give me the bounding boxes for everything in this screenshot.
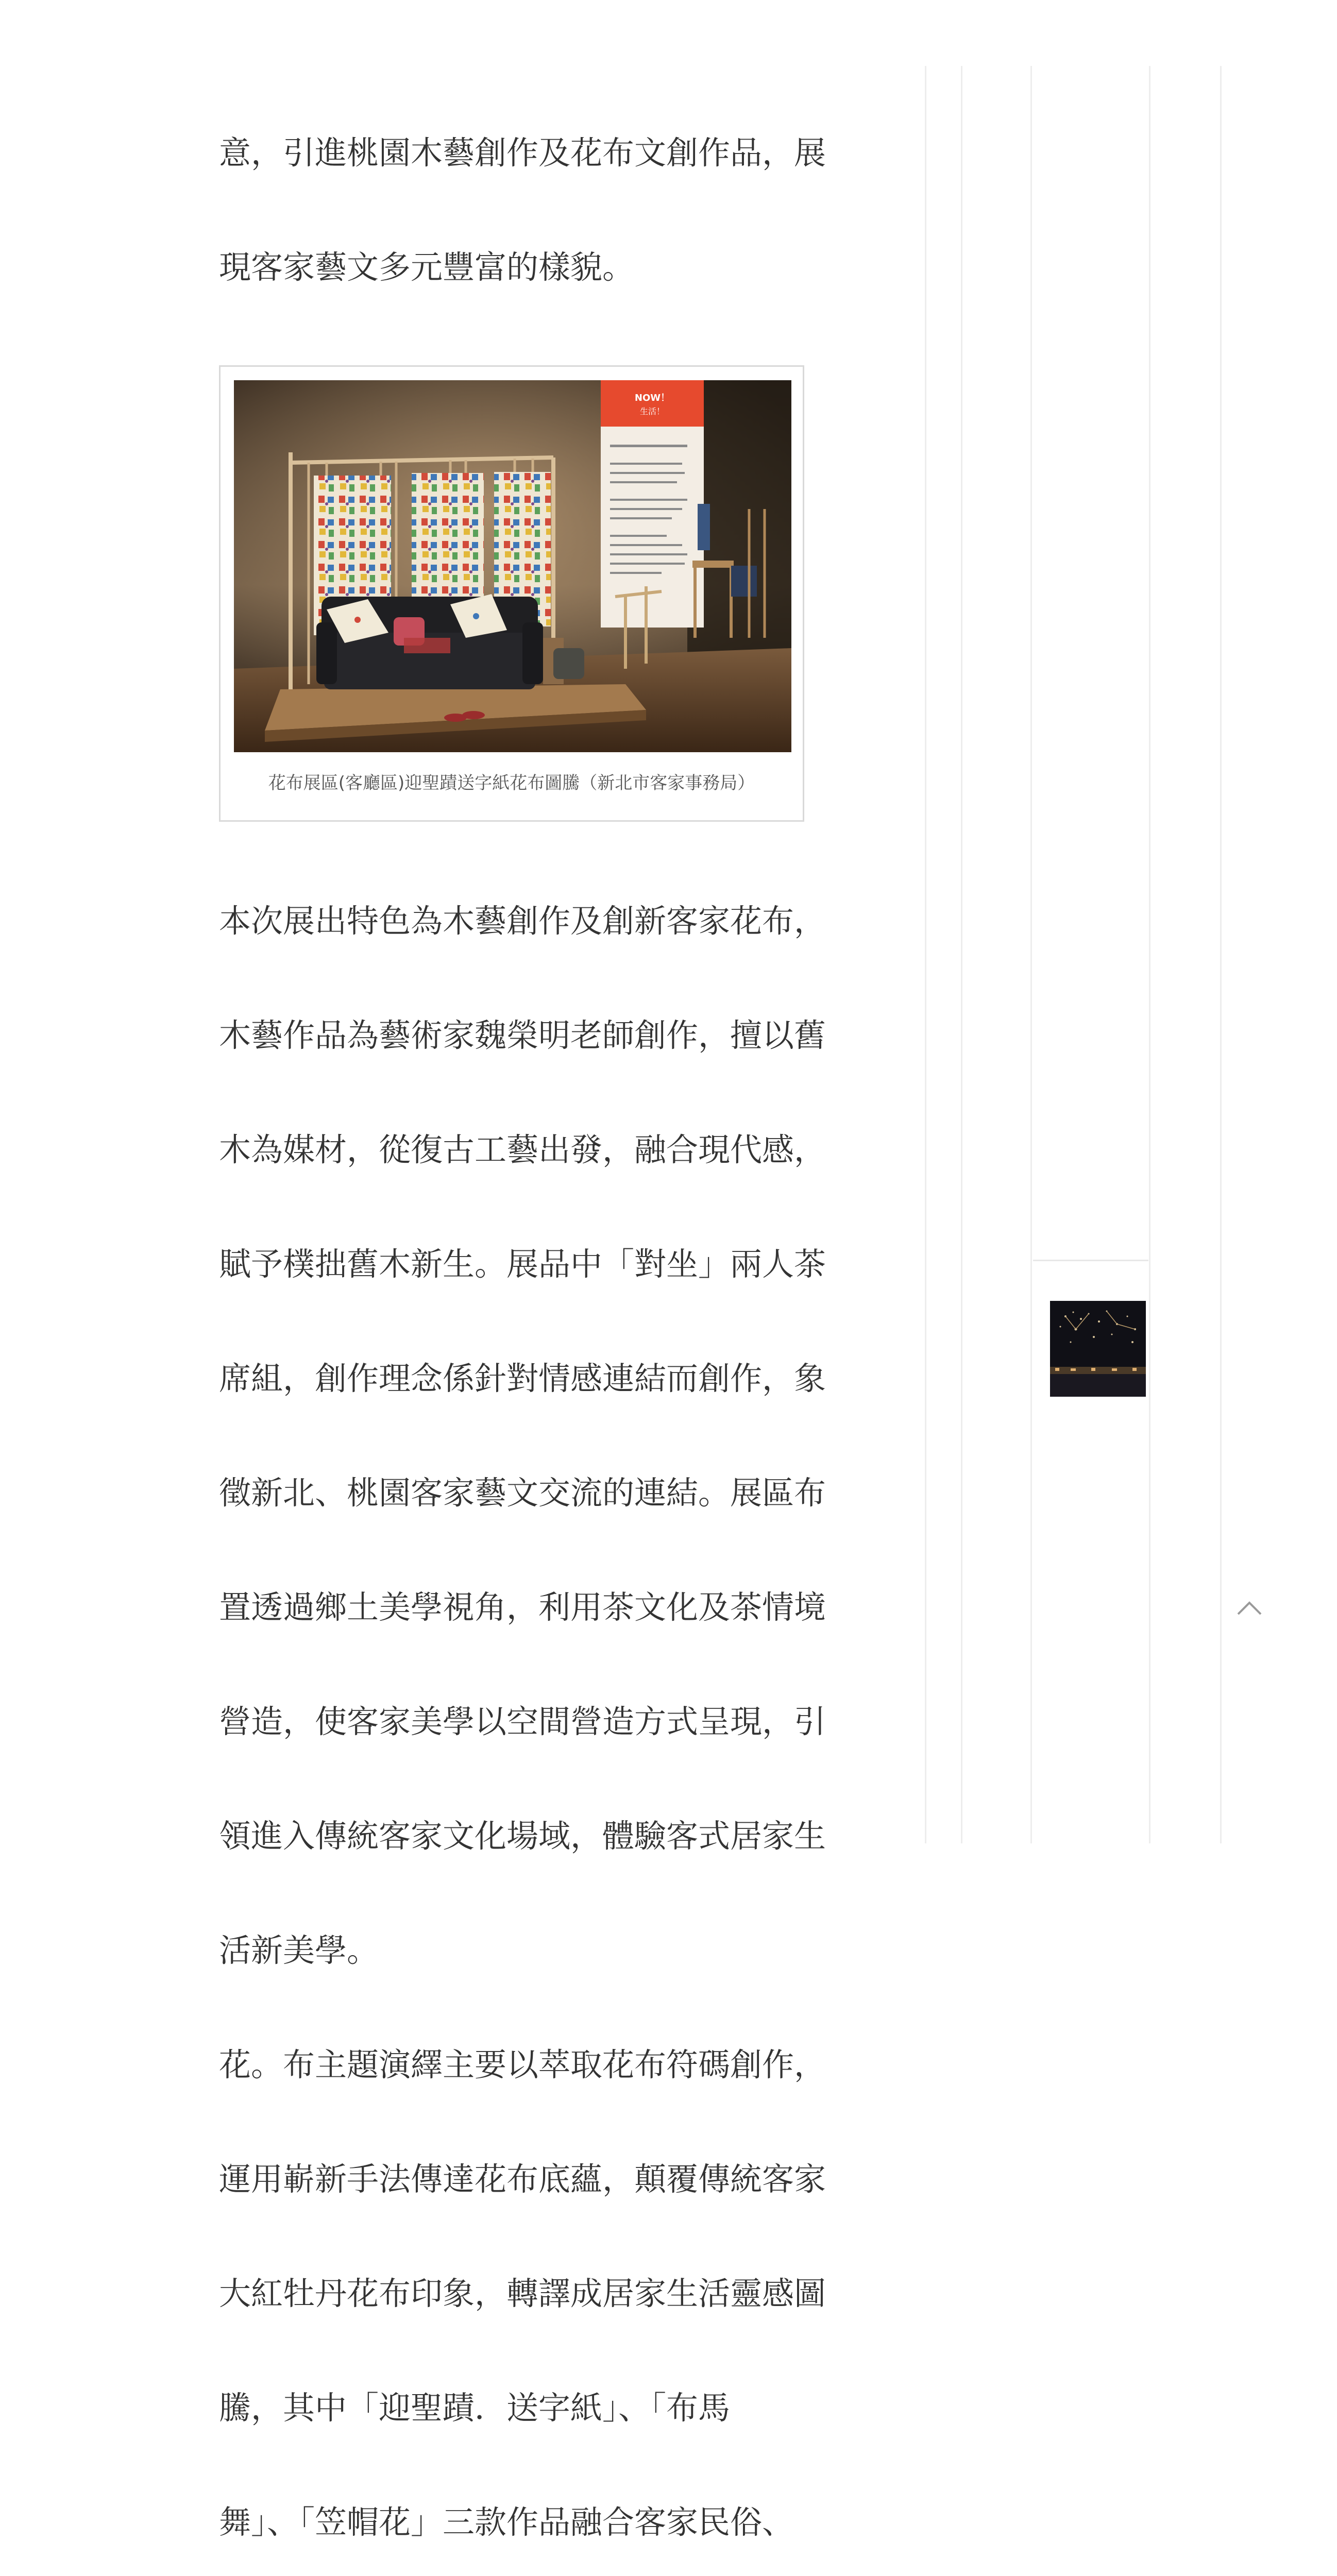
sidebar-divider — [1220, 66, 1222, 1843]
body-line: 賦予樸拙舊木新生。展品中「對坐」兩人茶 — [219, 1245, 826, 1283]
sidebar-separator — [1033, 1260, 1148, 1261]
body-line: 花。布主題演繹主要以萃取花布符碼創作， — [219, 2046, 826, 2083]
body-line: 運用嶄新手法傳達花布底蘊，顛覆傳統客家 — [219, 2160, 826, 2198]
sidebar-divider — [1149, 66, 1150, 1843]
figure-caption: 花布展區(客廳區)迎聖蹟送字紙花布圖騰（新北市客家事務局） — [268, 773, 755, 793]
article-body — [219, 67, 827, 2576]
intro-paragraph — [219, 67, 827, 353]
body-line: 徵新北、桃園客家藝文交流的連結。展區布 — [219, 1474, 826, 1512]
fireworks-thumbnail[interactable] — [1050, 1301, 1146, 1397]
body-line: 舞」、「笠帽花」三款作品融合客家民俗、 — [219, 2503, 794, 2541]
body-line: 木為媒材，從復古工藝出發，融合現代感， — [219, 1131, 826, 1168]
article-figure — [219, 365, 804, 822]
body-paragraph — [219, 835, 827, 2576]
sidebar-divider — [961, 66, 962, 1843]
chevron-up-icon — [1236, 1601, 1263, 1616]
body-line: 營造，使客家美學以空間營造方式呈現，引 — [219, 1703, 826, 1740]
intro-line: 現客家藝文多元豐富的樣貌。 — [219, 248, 635, 286]
body-line: 大紅牡丹花布印象，轉譯成居家生活靈感圖 — [219, 2275, 826, 2312]
body-line: 置透過鄉土美學視角，利用茶文化及茶情境 — [219, 1588, 826, 1626]
body-line: 騰，其中「迎聖蹟．送字紙」、「布馬 — [219, 2389, 731, 2427]
body-line: 活新美學。 — [219, 1931, 379, 1969]
body-line: 席組，創作理念係針對情感連結而創作，象 — [219, 1360, 826, 1397]
body-line: 木藝作品為藝術家魏榮明老師創作，擅以舊 — [219, 1016, 826, 1054]
sidebar-divider — [1030, 66, 1032, 1843]
intro-line: 意，引進桃園木藝創作及花布文創作品，展 — [219, 134, 826, 172]
svg-text:生活！: 生活！ — [639, 406, 665, 416]
back-to-top-button[interactable] — [1229, 1588, 1270, 1629]
body-line: 本次展出特色為木藝創作及創新客家花布， — [219, 902, 826, 940]
body-line: 領進入傳統客家文化場域，體驗客式居家生 — [219, 1817, 826, 1855]
svg-text:NOW！: NOW！ — [634, 393, 670, 403]
exhibition-photo[interactable] — [234, 380, 791, 752]
sidebar-divider — [925, 66, 926, 1843]
